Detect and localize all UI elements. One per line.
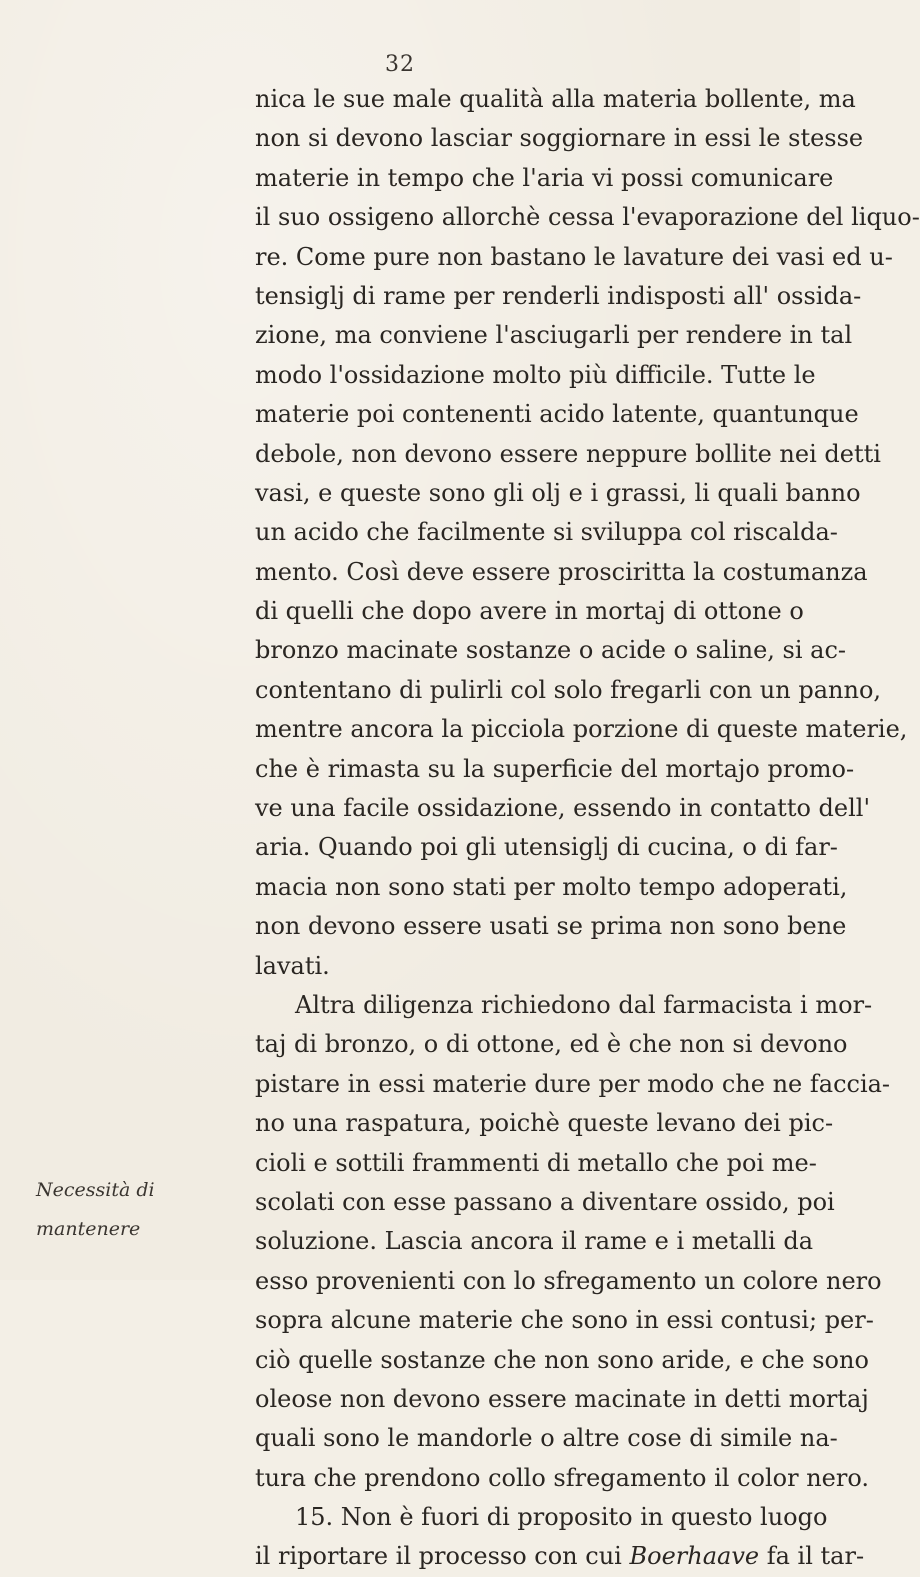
body-text xyxy=(255,80,920,1577)
text-line: macia non sono stati per molto tempo adoperati, xyxy=(255,872,848,901)
text-line: non devono essere usati se prima non sono bene xyxy=(255,912,847,941)
text-line: scolati con esse passano a diventare ossido, poi xyxy=(255,1187,835,1216)
text-line: non si devono lasciar soggiornare in essi le stesse xyxy=(255,124,864,153)
text-line: contentano di pulirli col solo fregarli con un panno, xyxy=(255,675,882,704)
text-line: vasi, e queste sono gli olj e i grassi, li quali banno xyxy=(255,478,861,507)
text-run: fa il tar- xyxy=(766,1542,865,1571)
text-line xyxy=(255,1537,865,1576)
text-line: mentre ancora la picciola porzione di queste materie, xyxy=(255,715,908,744)
text-line: quali sono le mandorle o altre cose di simile na- xyxy=(255,1424,838,1453)
text-line: aria. Quando poi gli utensiglj di cucina, o di far- xyxy=(255,833,838,862)
text-line: debole, non devono essere neppure bollite nei detti xyxy=(255,439,881,468)
text-line: modo l'ossidazione molto più difficile. Tutte le xyxy=(255,360,816,389)
text-line: Altra diligenza richiedono dal farmacista i mor- xyxy=(295,990,873,1019)
text-line: di quelli che dopo avere in mortaj di ottone o xyxy=(255,597,804,626)
text-line: materie poi contenenti acido latente, quantunque xyxy=(255,400,859,429)
text-line: taj di bronzo, o di ottone, ed è che non si devono xyxy=(255,1030,848,1059)
text-line: bronzo macinate sostanze o acide o saline, si ac- xyxy=(255,636,847,665)
text-line: oleose non devono essere macinate in detti mortaj xyxy=(255,1384,869,1413)
text-line: un acido che facilmente si sviluppa col riscalda- xyxy=(255,518,838,547)
text-line: il suo ossigeno allorchè cessa l'evaporazione del liquo- xyxy=(255,203,920,232)
text-line: tura che prendono collo sfregamento il color nero. xyxy=(255,1463,869,1492)
text-line: cioli e sottili frammenti di metallo che poi me- xyxy=(255,1148,817,1177)
margin-note-line: Necessità di xyxy=(36,1179,155,1201)
text-line: sopra alcune materie che sono in essi contusi; per- xyxy=(255,1306,874,1335)
text-line: ve una facile ossidazione, essendo in contatto dell' xyxy=(255,794,871,823)
text-line: tensiglj di rame per renderli indisposti all' ossida- xyxy=(255,281,862,310)
text-line: esso provenienti con lo sfregamento un colore nero xyxy=(255,1266,882,1295)
page-number: 32 xyxy=(385,52,415,77)
text-line: 15. Non è fuori di proposito in questo luogo xyxy=(295,1503,828,1532)
text-line: soluzione. Lascia ancora il rame e i metalli da xyxy=(255,1227,813,1256)
text-line: lavati. xyxy=(255,951,330,980)
text-line: re. Come pure non bastano le lavature dei vasi ed u- xyxy=(255,242,893,271)
text-line: materie in tempo che l'aria vi possi comunicare xyxy=(255,163,834,192)
text-run: il riportare il processo con cui xyxy=(255,1542,622,1571)
text-line: mento. Così deve essere prosciritta la costumanza xyxy=(255,557,868,586)
text-line: nica le sue male qualità alla materia bollente, ma xyxy=(255,85,856,113)
author-name: Boerhaave xyxy=(629,1542,760,1571)
text-line: pistare in essi materie dure per modo che ne faccia- xyxy=(255,1069,891,1098)
text-line: zione, ma conviene l'asciugarli per rendere in tal xyxy=(255,321,853,350)
margin-note-line: mantenere xyxy=(36,1218,141,1240)
text-line: che è rimasta su la superficie del mortajo promo- xyxy=(255,754,855,783)
text-line: ciò quelle sostanze che non sono aride, e che sono xyxy=(255,1345,869,1374)
text-line: no una raspatura, poichè queste levano dei pic- xyxy=(255,1109,834,1138)
